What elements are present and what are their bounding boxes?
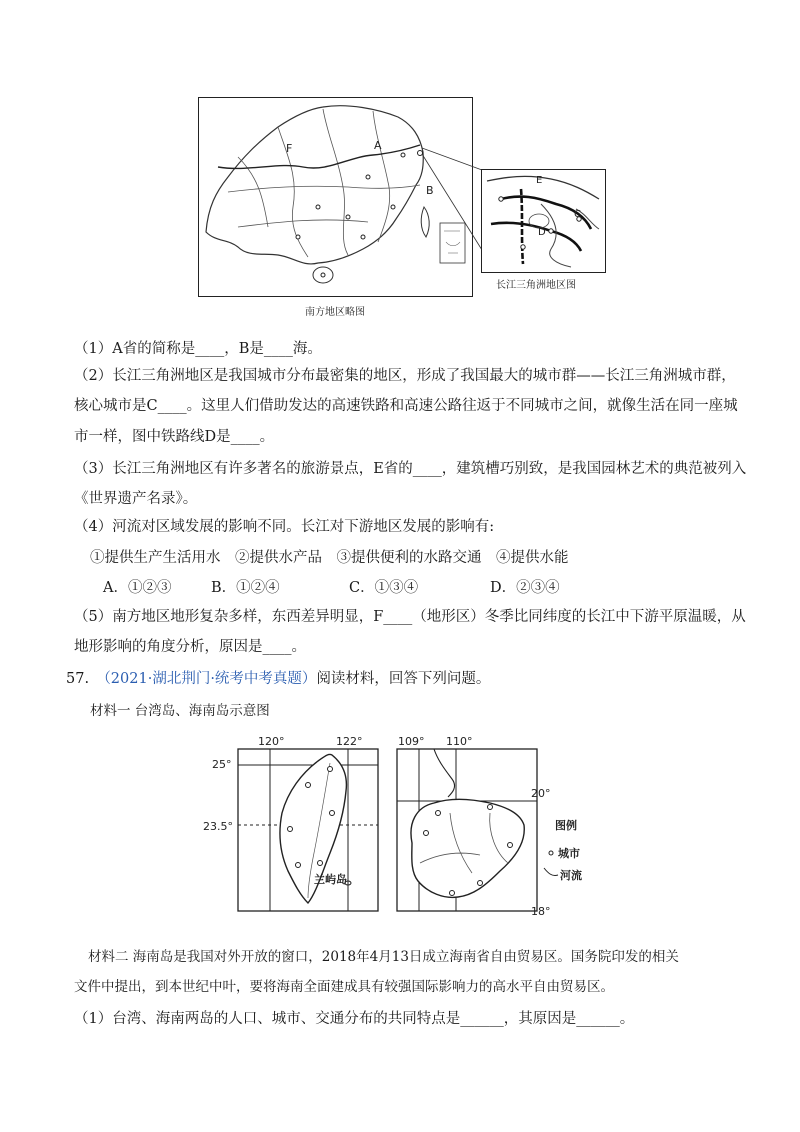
lat-23-5: 23.5°	[203, 820, 233, 833]
question-5-line-2: 地形影响的角度分析，原因是____。	[74, 639, 306, 655]
lanyu-label: 兰屿岛	[314, 873, 347, 886]
legend-title: 图例	[555, 819, 577, 832]
lon-110: 110°	[446, 735, 473, 748]
lon-122: 122°	[336, 735, 363, 748]
lon-109: 109°	[398, 735, 425, 748]
question-5-line-1: （5）南方地区地形复杂多样，东西差异明显，F____（地形区）冬季比同纬度的长江中下游平原温暖，从	[74, 609, 746, 625]
question-2-line-2: 核心城市是C____。这里人们借助发达的高速铁路和高速公路往返于不同城市之间，就像生活在同一座城	[74, 398, 738, 414]
map-label-B: B	[426, 184, 434, 197]
lat-20: 20°	[531, 787, 551, 800]
question-number: 57.	[66, 671, 90, 687]
inset-label-E: E	[536, 175, 543, 186]
lat-18: 18°	[531, 905, 551, 918]
question-3-line-1: （3）长江三角洲地区有许多著名的旅游景点，E省的____，建筑槽巧别致，是我国园林艺术的典范被列入	[74, 461, 747, 477]
legend-river-icon	[544, 868, 558, 876]
question-57-text: 阅读材料，回答下列问题。	[316, 671, 491, 687]
question-1: （1）A省的简称是____，B是____海。	[74, 341, 322, 357]
question-4-options: ①提供生产生活用水 ②提供水产品 ③提供便利的水路交通 ④提供水能	[90, 550, 569, 566]
lat-25: 25°	[212, 758, 232, 771]
inset-connector	[420, 140, 490, 260]
choice-c[interactable]: C．①③④	[349, 580, 419, 596]
material-1-title: 材料一 台湾岛、海南岛示意图	[90, 703, 270, 719]
material-2-line-1: 材料二 海南岛是我国对外开放的窗口，2018年4月13日成立海南省自由贸易区。国务院印发的相关	[88, 949, 679, 965]
question-57-1: （1）台湾、海南两岛的人口、城市、交通分布的共同特点是______，其原因是______。	[74, 1011, 635, 1027]
map-label-F: F	[286, 142, 293, 155]
lon-120: 120°	[258, 735, 285, 748]
map-label-A: A	[374, 139, 382, 152]
question-4-choices	[103, 576, 583, 596]
legend-city-label: 城市	[558, 847, 580, 860]
choice-b[interactable]: B．①②④	[211, 580, 280, 596]
question-2-line-3: 市一样，图中铁路线D是____。	[74, 429, 275, 445]
legend-river-label: 河流	[560, 869, 582, 882]
map-caption: 南方地区略图	[305, 307, 365, 318]
question-4-stem: （4）河流对区域发展的影响不同。长江对下游地区发展的影响有:	[74, 519, 495, 535]
question-source[interactable]: （2021·湖北荆门·统考中考真题）	[96, 671, 317, 687]
material-2-line-2: 文件中提出，到本世纪中叶，要将海南全面建成具有较强国际影响力的高水平自由贸易区。	[74, 979, 614, 995]
taiwan-hainan-map	[190, 733, 590, 918]
question-2-line-1: （2）长江三角洲地区是我国城市分布最密集的地区，形成了我国最大的城市群——长江三角洲城市群，	[74, 368, 736, 384]
inset-label-C: C	[574, 209, 581, 220]
inset-label-D: D	[538, 227, 546, 238]
legend-city-icon	[549, 851, 553, 855]
choice-a[interactable]: A．①②③	[103, 580, 172, 596]
inset-caption: 长江三角洲地区图	[496, 280, 576, 291]
question-57-header	[66, 669, 490, 689]
question-3-line-2: 《世界遗产名录》。	[74, 491, 198, 507]
yangtze-delta-inset	[481, 169, 606, 273]
choice-d[interactable]: D．②③④	[490, 580, 560, 596]
